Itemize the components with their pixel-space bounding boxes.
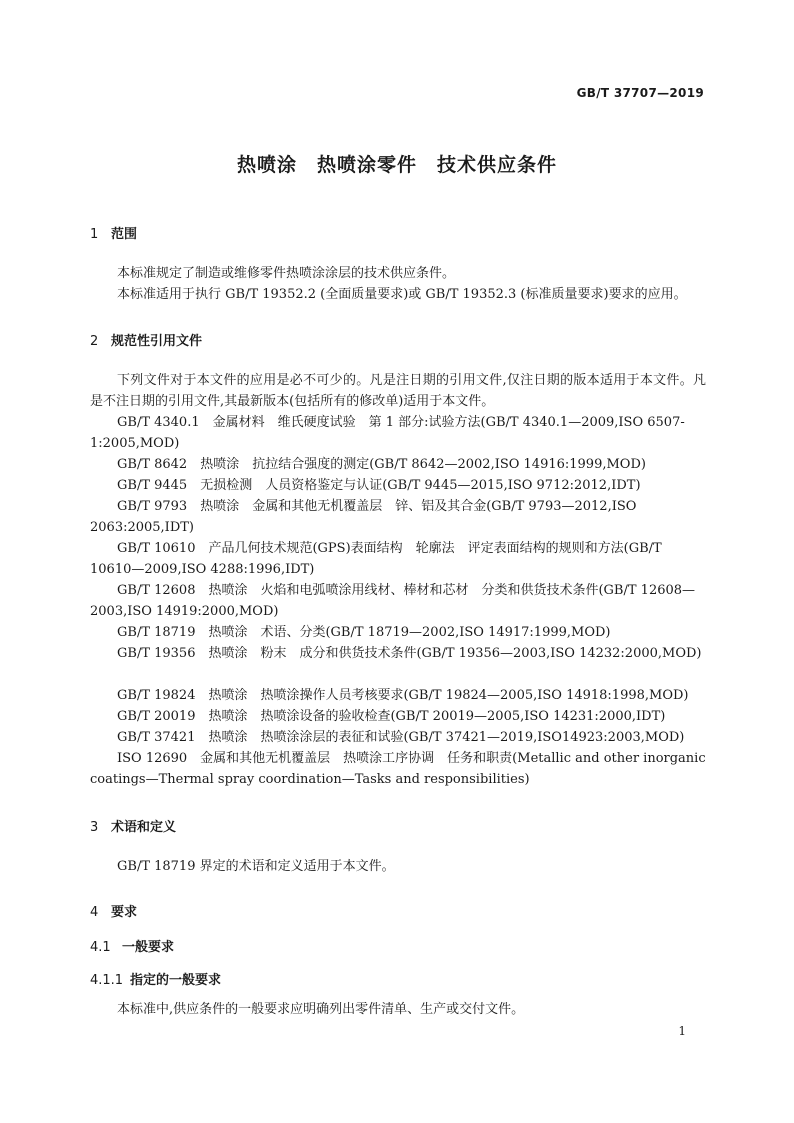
section-1-heading (90, 223, 137, 242)
scope-paragraph: 本标准适用于执行 GB/T 19352.2 (全面质量要求)或 GB/T 19352.3 (标准质量要求)要求的应用。 (117, 287, 687, 302)
references-intro: 下列文件对于本文件的应用是必不可少的。凡是注日期的引用文件,仅注日期的版本适用于本文件。凡是不注日期的引用文件,其最新版本(包括所有的修改单)适用于本文件。 (90, 373, 706, 409)
section-number: 4 (90, 905, 99, 920)
section-2-heading (90, 330, 202, 349)
reference-item: GB/T 19356 热喷涂 粉末 成分和供货技术条件(GB/T 19356—2003,ISO 14232:2000,MOD) (117, 646, 702, 661)
section-title: 范围 (111, 227, 138, 242)
scope-paragraph: 本标准规定了制造或维修零件热喷涂涂层的技术供应条件。 (117, 266, 456, 281)
section-number: 3 (90, 820, 99, 835)
reference-item: GB/T 4340.1 金属材料 维氏硬度试验 第 1 部分:试验方法(GB/T 4340.1—2009,ISO 6507-1:2005,MOD) (90, 415, 685, 451)
reference-item: GB/T 9445 无损检测 人员资格鉴定与认证(GB/T 9445—2015,ISO 9712:2012,IDT) (117, 478, 641, 493)
subsection-4-1-heading (90, 936, 174, 955)
section-3-heading (90, 816, 176, 835)
subsection-4-1-1-heading (90, 969, 221, 988)
reference-item: GB/T 20019 热喷涂 热喷涂设备的验收检查(GB/T 20019—2005,ISO 14231:2000,IDT) (117, 709, 666, 724)
reference-item: GB/T 19824 热喷涂 热喷涂操作人员考核要求(GB/T 19824—2005,ISO 14918:1998,MOD) (117, 688, 689, 703)
reference-item: GB/T 37421 热喷涂 热喷涂涂层的表征和试验(GB/T 37421—2019,ISO14923:2003,MOD) (117, 730, 685, 745)
section-title: 术语和定义 (111, 820, 177, 835)
section-title: 一般要求 (122, 940, 175, 955)
section-number: 4.1.1 (90, 973, 124, 988)
reference-item: GB/T 8642 热喷涂 抗拉结合强度的测定(GB/T 8642—2002,ISO 14916:1999,MOD) (117, 457, 646, 472)
section-title: 要求 (111, 905, 138, 920)
section-number: 4.1 (90, 940, 111, 955)
section-4-heading (90, 901, 137, 920)
reference-item: GB/T 9793 热喷涂 金属和其他无机覆盖层 锌、铝及其合金(GB/T 9793—2012,ISO 2063:2005,IDT) (90, 499, 637, 535)
reference-item: GB/T 18719 热喷涂 术语、分类(GB/T 18719—2002,ISO 14917:1999,MOD) (117, 625, 611, 640)
document-title: 热喷涂 热喷涂零件 技术供应条件 (236, 154, 557, 176)
terms-paragraph: GB/T 18719 界定的术语和定义适用于本文件。 (117, 859, 395, 874)
requirements-paragraph: 本标准中,供应条件的一般要求应明确列出零件清单、生产或交付文件。 (117, 1002, 525, 1017)
reference-item: GB/T 10610 产品几何技术规范(GPS)表面结构 轮廓法 评定表面结构的规则和方法(GB/T 10610—2009,ISO 4288:1996,IDT) (90, 541, 662, 577)
section-title: 指定的一般要求 (130, 973, 222, 988)
section-number: 2 (90, 334, 99, 349)
section-title: 规范性引用文件 (111, 334, 203, 349)
reference-item: ISO 12690 金属和其他无机覆盖层 热喷涂工序协调 任务和职责(Metallic and other inorganic coatings—Thermal spray coordination—Tasks and responsibilities) (90, 751, 706, 787)
reference-item: GB/T 12608 热喷涂 火焰和电弧喷涂用线材、棒材和芯材 分类和供货技术条件(GB/T 12608—2003,ISO 14919:2000,MOD) (90, 583, 696, 619)
page-number: 1 (678, 1024, 686, 1038)
section-number: 1 (90, 227, 99, 242)
standard-number: GB/T 37707—2019 (576, 86, 704, 100)
